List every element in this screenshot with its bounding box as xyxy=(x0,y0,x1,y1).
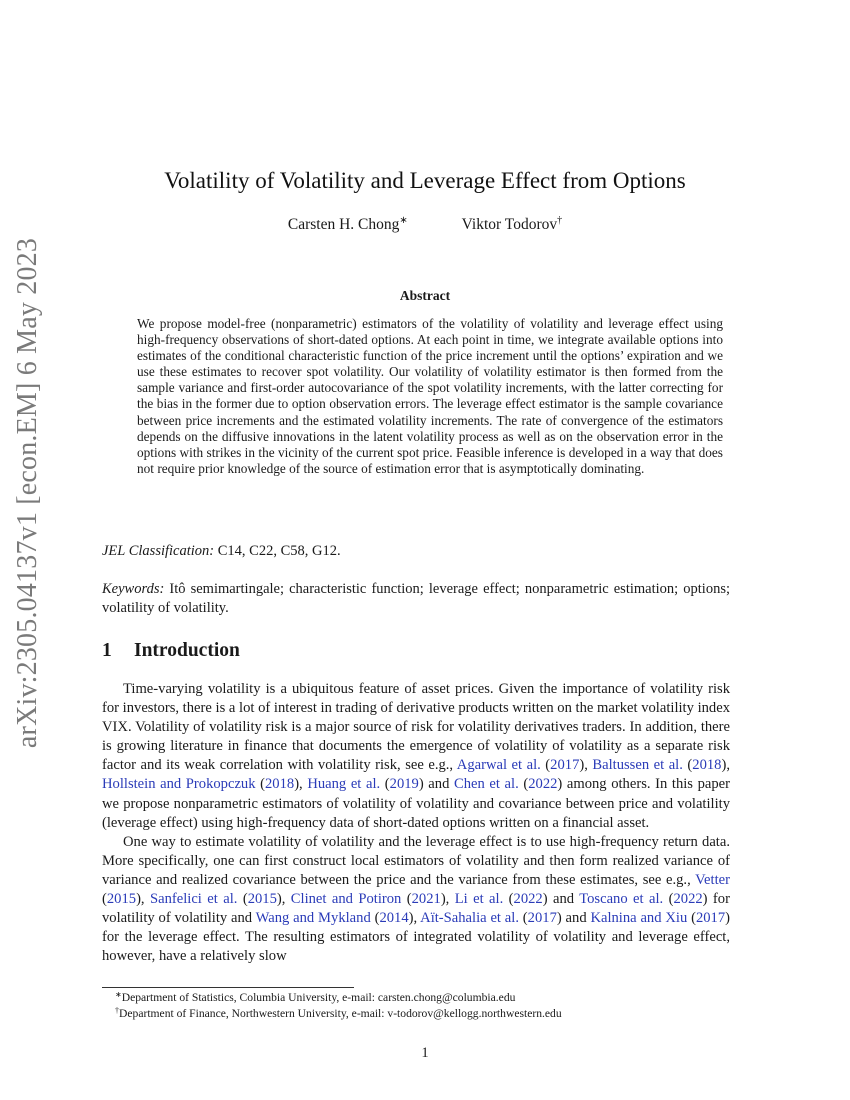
text-run: ( xyxy=(540,757,551,774)
citation-year-link[interactable]: 2017 xyxy=(695,910,726,927)
text-run: ( xyxy=(518,910,528,927)
text-run: ), xyxy=(276,891,291,908)
paragraph-2 xyxy=(102,833,730,967)
citation-link[interactable]: Wang and Mykland xyxy=(255,910,371,927)
footnote-2-text: Department of Finance, Northwestern University, e-mail: v-todorov@kellogg.northwestern.edu xyxy=(119,1007,562,1020)
author-1-footnote-mark[interactable]: ∗ xyxy=(399,215,408,226)
text-run: ), xyxy=(721,757,730,774)
text-run: One way to estimate volatility of volatility and the leverage effect is to use high-frequency return data. More specifically, one can first construct local estimators of volatility and then form realized variance of variance and realized covariance between the price and the variance from these estimates, see e.g., xyxy=(102,833,730,888)
keywords-label: Keywords: xyxy=(102,581,165,597)
author-1-name: Carsten H. Chong xyxy=(287,216,400,233)
citation-link[interactable]: Hollstein and Prokopczuk xyxy=(102,776,256,793)
text-run: ( xyxy=(503,891,514,908)
footnotes xyxy=(115,990,725,1022)
author-2-name: Viktor Todorov xyxy=(461,216,558,233)
jel-classification xyxy=(102,542,730,561)
citation-link[interactable]: Chen et al. xyxy=(453,776,519,793)
text-run: ), xyxy=(440,891,455,908)
footnote-1-text: Department of Statistics, Columbia University, e-mail: carsten.chong@columbia.edu xyxy=(121,991,516,1004)
author-list xyxy=(0,216,850,234)
footnote-1-mark: ∗ xyxy=(115,990,122,999)
author-2-footnote-mark[interactable]: † xyxy=(557,215,563,226)
footnote-2-mark: † xyxy=(115,1006,119,1015)
citation-link[interactable]: Clinet and Potiron xyxy=(290,891,402,908)
section-title: Introduction xyxy=(134,640,240,661)
citation-year-link[interactable]: 2021 xyxy=(411,891,441,908)
citation-link[interactable]: Vetter xyxy=(695,871,730,888)
citation-link[interactable]: Agarwal et al. xyxy=(456,757,541,774)
citation-year-link[interactable]: 2018 xyxy=(692,757,722,774)
abstract-text: We propose model-free (nonparametric) estimators of the volatility of volatility and leverage effect using high-frequency observations of short-dated options. At each point in time, we integrate available options into estimates of the conditional characteristic function of the price increment until the options’ expiration and we use these estimates to recover spot volatility. Our volatility of volatility estimator is then formed from the sample variance and first-order autocovariance of the spot volatility increments, with the latter correcting for the bias in the former due to option observation errors. The leverage effect estimator is the sample covariance between price increments and the estimated volatility increments. The rate of convergence of the estimators depends on the diffusive innovations in the latent volatility process as well as on the observation error in the options with strikes in the vicinity of the current spot price. Feasible inference is developed in a way that does not require prior knowledge of the source of estimation error that is asymptotically dominating. xyxy=(137,316,723,476)
text-run: ), xyxy=(579,757,593,774)
text-run: ) and xyxy=(418,776,454,793)
text-run: ( xyxy=(370,910,380,927)
text-run: Time-varying volatility is a ubiquitous feature of asset prices. Given the importance of volatility risk for investors, there is a lot of interest in trading of derivative products written on the market volatility index VIX. Volatility of volatility risk is a major source of risk for volatility derivatives traders. In addition, there is growing literature in finance that documents the emergence of volatility of volatility as a separate risk factor and its weak correlation with volatility risk, see e.g., xyxy=(102,681,730,774)
citation-link[interactable]: Li et al. xyxy=(454,891,504,908)
footnote-1 xyxy=(115,990,725,1006)
author-1 xyxy=(288,216,408,234)
text-run: ( xyxy=(102,891,107,908)
citation-link[interactable]: Aït-Sahalia et al. xyxy=(420,910,519,927)
text-run: ( xyxy=(687,910,696,927)
text-run: ) for the leverage effect. The resulting estimators of integrated volatility of volatility and leverage effect, however, have a relatively slow xyxy=(102,910,730,965)
citation-year-link[interactable]: 2017 xyxy=(527,910,557,927)
citation-year-link[interactable]: 2022 xyxy=(528,776,558,793)
text-run: ), xyxy=(408,910,421,927)
paper-title: Volatility of Volatility and Leverage Effect from Options xyxy=(164,168,686,193)
text-run: ( xyxy=(255,776,265,793)
citation-year-link[interactable]: 2015 xyxy=(106,891,137,908)
text-run: ) and xyxy=(556,910,591,927)
text-run: ( xyxy=(380,776,390,793)
citation-year-link[interactable]: 2022 xyxy=(513,891,543,908)
citation-link[interactable]: Baltussen et al. xyxy=(592,757,683,774)
citation-year-link[interactable]: 2018 xyxy=(265,776,295,793)
keywords xyxy=(102,580,730,618)
section-heading-introduction xyxy=(102,640,240,662)
author-2 xyxy=(462,216,562,234)
citation-year-link[interactable]: 2017 xyxy=(550,757,580,774)
text-run: ( xyxy=(237,891,248,908)
jel-codes: C14, C22, C58, G12. xyxy=(217,543,341,559)
text-run: ( xyxy=(518,776,529,793)
text-run: ), xyxy=(136,891,150,908)
text-run: ) and xyxy=(542,891,580,908)
footnote-divider xyxy=(102,987,354,988)
citation-link[interactable]: Kalnina and Xiu xyxy=(590,910,688,927)
citation-link[interactable]: Huang et al. xyxy=(307,776,381,793)
citation-year-link[interactable]: 2015 xyxy=(247,891,277,908)
paragraph-1 xyxy=(102,680,730,833)
text-run: ), xyxy=(294,776,308,793)
jel-label: JEL Classification: xyxy=(102,543,215,559)
text-run: ) for volatility of volatility and xyxy=(102,891,730,927)
text-run: ) among others. In this paper we propose nonparametric estimators of volatility of volatility and covariance between price and volatility (leverage effect) using high-frequency data of short-dated options written on a financial asset. xyxy=(102,776,730,831)
text-run: ( xyxy=(663,891,674,908)
page-number: 1 xyxy=(421,1045,429,1061)
introduction-body xyxy=(102,680,730,966)
citation-year-link[interactable]: 2022 xyxy=(673,891,703,908)
citation-year-link[interactable]: 2019 xyxy=(389,776,419,793)
text-run: ( xyxy=(682,757,693,774)
arxiv-identifier-stamp xyxy=(4,237,52,749)
citation-link[interactable]: Toscano et al. xyxy=(579,891,664,908)
abstract-heading: Abstract xyxy=(399,288,451,303)
footnote-2 xyxy=(115,1006,725,1022)
citation-link[interactable]: Sanfelici et al. xyxy=(149,891,238,908)
citation-year-link[interactable]: 2014 xyxy=(379,910,409,927)
arxiv-id-text: arXiv:2305.04137v1 [econ.EM] 6 May 2023 xyxy=(12,237,44,749)
section-number: 1 xyxy=(102,640,112,661)
text-run: ( xyxy=(401,891,412,908)
keywords-text: Itô semimartingale; characteristic function; leverage effect; nonparametric estimation; options; volatility of volatility. xyxy=(102,581,730,616)
